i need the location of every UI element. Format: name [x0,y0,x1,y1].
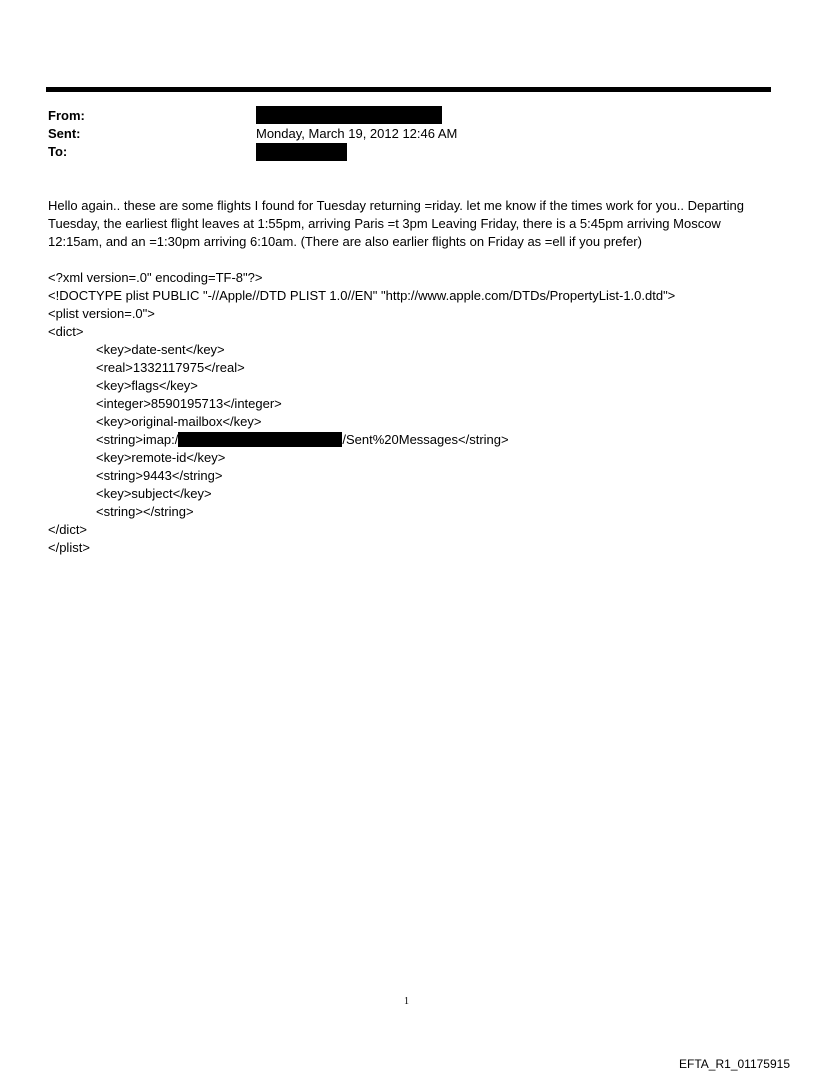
plist-entry: <integer>8590195713</integer> [96,396,282,411]
mailbox-suffix: /Sent%20Messages</string> [342,432,509,447]
mailbox-redaction [178,432,342,447]
header-rule [46,87,771,92]
xml-declaration: <?xml version=.0" encoding=TF-8"?> [48,270,263,285]
plist-entry: <key>date-sent</key> [96,342,225,357]
plist-entry: <string></string> [96,504,194,519]
plist-entry: <key>subject</key> [96,486,212,501]
plist-close: </plist> [48,540,90,555]
message-body: Hello again.. these are some flights I found for Tuesday returning =riday. let me know if the times work for you.. Departing Tuesday, the earliest flight leaves at 1:55pm, arriving Paris =t 3pm Leaving Friday, there is a 5:45pm arriving Moscow 12:15am, and an =1:30pm arriving 6:10am. (There are also earlier flights on Friday as =ell if you prefer) [48,198,744,249]
plist-entry: <real>1332117975</real> [96,360,245,375]
plist-entry: <key>flags</key> [96,378,198,393]
to-label: To: [48,144,68,159]
sent-value: Monday, March 19, 2012 12:46 AM [256,126,458,141]
plist-open: <plist version=.0"> [48,306,155,321]
plist-block [48,269,675,557]
mailbox-prefix: <string>imap:/ [96,432,179,447]
doctype-line: <!DOCTYPE plist PUBLIC "-//Apple//DTD PLIST 1.0//EN" "http://www.apple.com/DTDs/PropertyList-1.0.dtd"> [48,288,676,303]
plist-entry: <key>original-mailbox</key> [96,414,262,429]
page-number: 1 [404,996,409,1007]
mailbox-string-line [48,431,675,449]
dict-close: </dict> [48,522,88,537]
dict-open: <dict> [48,324,84,339]
sent-label: Sent: [48,126,81,141]
plist-entry: <key>remote-id</key> [96,450,226,465]
bates-number: EFTA_R1_01175915 [679,1057,790,1071]
to-redaction [256,143,347,161]
plist-entry: <string>9443</string> [96,468,223,483]
from-redaction [256,106,442,124]
from-label: From: [48,108,85,123]
